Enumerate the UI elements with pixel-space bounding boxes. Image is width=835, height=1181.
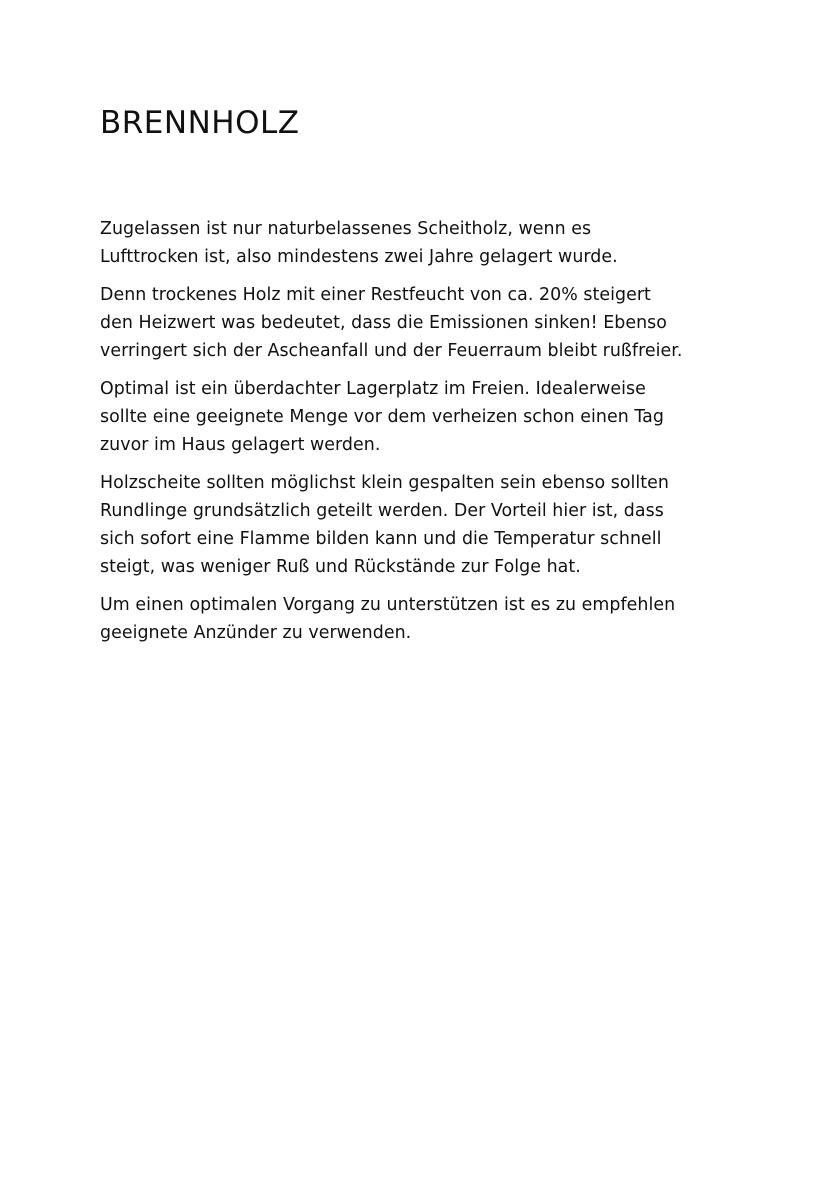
paragraph-2 (100, 281, 750, 365)
paragraph-4 (100, 469, 750, 581)
paragraph-line: den Heizwert was bedeutet, dass die Emissionen sinken! Ebenso (100, 313, 667, 333)
paragraph-line: sollte eine geeignete Menge vor dem verheizen schon einen Tag (100, 407, 664, 427)
paragraph-5 (100, 591, 750, 647)
paragraph-line: sich sofort eine Flamme bilden kann und die Temperatur schnell (100, 529, 662, 549)
paragraph-line: Optimal ist ein überdachter Lagerplatz im Freien. Idealerweise (100, 379, 646, 399)
paragraph-3 (100, 375, 750, 459)
paragraph-line: Holzscheite sollten möglichst klein gespalten sein ebenso sollten (100, 473, 669, 493)
paragraph-line: Lufttrocken ist, also mindestens zwei Jahre gelagert wurde. (100, 247, 618, 267)
paragraph-line: zuvor im Haus gelagert werden. (100, 435, 381, 455)
document-body (100, 215, 750, 657)
paragraph-line: geeignete Anzünder zu verwenden. (100, 623, 412, 643)
page-title: BRENNHOLZ (100, 105, 300, 141)
paragraph-1 (100, 215, 750, 271)
paragraph-line: Um einen optimalen Vorgang zu unterstützen ist es zu empfehlen (100, 595, 676, 615)
paragraph-line: Zugelassen ist nur naturbelassenes Scheitholz, wenn es (100, 219, 592, 239)
paragraph-line: verringert sich der Ascheanfall und der Feuerraum bleibt rußfreier. (100, 341, 683, 361)
paragraph-line: Rundlinge grundsätzlich geteilt werden. Der Vorteil hier ist, dass (100, 501, 664, 521)
paragraph-line: Denn trockenes Holz mit einer Restfeucht von ca. 20% steigert (100, 285, 651, 305)
paragraph-line: steigt, was weniger Ruß und Rückstände zur Folge hat. (100, 557, 581, 577)
